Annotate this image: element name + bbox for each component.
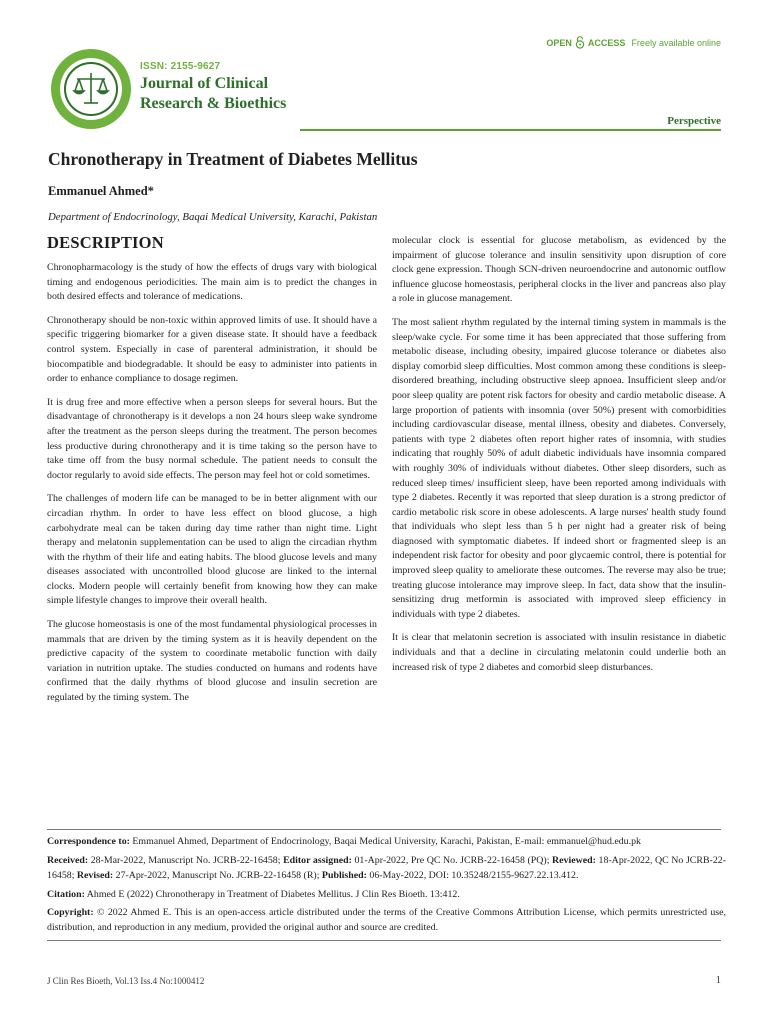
author-affiliation: Department of Endocrinology, Baqai Medical University, Karachi, Pakistan xyxy=(48,211,378,223)
header-divider xyxy=(300,129,721,131)
revised-text: 27-Apr-2022, Manuscript No. JCRB-22-16458 (R); xyxy=(113,869,322,881)
reviewed-label: Reviewed: xyxy=(552,855,596,866)
correspondence xyxy=(47,835,726,850)
correspondence-label: Correspondence to: xyxy=(47,836,130,847)
copyright-text: © 2022 Ahmed E. This is an open-access article distributed under the terms of the Creative Commons Attribution License, which permits unrestricted use, distribution, and reproduction in any medium, provided the original author and source are credited. xyxy=(47,907,726,933)
paragraph: The challenges of modern life can be managed to be in better alignment with our circadian rhythm. In order to have less effect on blood glucose, a high carbohydrate meal can be taken during day time rather than night time. Light therapy and melatonin supplementation can be used to align the circadian rhythm with the rhythm of their life and eating habits. The blood glucose levels and many diseases associated with uncontrolled blood glucose are linked to the internal clocks. Modern people will certainly benefit from knowing how they can make simple lifestyle changes to improve their overall health. xyxy=(47,493,377,607)
reviewed-text: 18-Apr-2022, QC No JCRB-22-16458; xyxy=(47,855,727,881)
metadata-divider-top xyxy=(47,829,721,830)
manuscript-dates xyxy=(47,854,726,883)
body-column-right xyxy=(392,234,726,684)
correspondence-text: Emmanuel Ahmed, Department of Endocrinology, Baqai Medical University, Karachi, Pakistan, E-mail: emmanuel@hud.edu.pk xyxy=(129,836,641,847)
section-heading: DESCRIPTION xyxy=(47,233,164,252)
access-label: ACCESS xyxy=(587,37,626,48)
page-number: 1 xyxy=(715,975,721,986)
copyright xyxy=(47,906,726,935)
citation-text: Ahmed E (2022) Chronotherapy in Treatment of Diabetes Mellitus. J Clin Res Bioeth. 13:412. xyxy=(84,889,460,900)
citation-label: Citation: xyxy=(47,889,85,900)
author-name: Emmanuel Ahmed* xyxy=(48,184,154,198)
editor-label: Editor assigned: xyxy=(283,855,352,866)
freely-available-label: Freely available online xyxy=(631,37,721,48)
journal-name-line2: Research & Bioethics xyxy=(140,95,287,112)
copyright-label: Copyright: xyxy=(47,907,94,918)
paragraph: molecular clock is essential for glucose metabolism, as evidenced by the impairment of glucose tolerance and insulin sensitivity upon disruption of core clock gene expression. Though SCN-driven neuroendocrine and autonomic outflow influence glucose homeostasis, peripheral clocks in the liver and pancreas also play a role in glucose management. xyxy=(392,235,726,305)
article-type-label: Perspective xyxy=(667,115,721,127)
paragraph: It is clear that melatonin secretion is associated with insulin resistance in diabetic individuals and that a decline in circulating melatonin could underlie both an increased risk of type 2 diabetes and comorbid sleep disturbances. xyxy=(392,632,726,673)
open-access-badge xyxy=(546,36,721,49)
paragraph: The most salient rhythm regulated by the internal timing system in mammals is the sleep/wake cycle. For some time it has been appreciated that those suffering from metabolic disease, including obesity, impaired glucose tolerance or diabetes also display comorbid sleep difficulties. Most common among these conditions is sleep-disordered breathing, including obstructive sleep apnoea. Insufficient sleep and/or poor sleep quality are potent risk factors for obesity and cardio metabolic disease. A large proportion of patients with insomnia (over 50%) present with comorbidities including cardiovascular disease, mental illness, obesity and diabetes. Conversely, patients with type 2 diabetes often report higher rates of insomnia, with studies indicating that roughly 50% of adult diabetic individuals have insomnia compared with roughly 30% of individuals without diabetes. Other sleep disorders, such as reduced sleep times/ insufficient sleep, have been reported among individuals with type 2 diabetes. Recently it was reported that sleep duration is a strong predictor of cardio metabolic risk score in obese adolescents. A large nurses' health study found that individuals who slept less than 5 h per night had a greater risk of being diagnosed with symptomatic diabetes. If indeed short or fragmented sleep is an independent risk factor for obesity and poor glycaemic control, there is potential for improved sleep quality to ameliorate these outcomes. The reverse may also be true; treating glucose intolerance may improve sleep. In fact, data show that the insulin-sensitizing drug metformin is associated with improved sleep efficiency in individuals with type 2 diabetes. xyxy=(392,316,726,620)
body-column-left xyxy=(47,261,377,715)
paragraph: Chronopharmacology is the study of how the effects of drugs vary with biological timing and endogenous periodicities. The main aim is to predict the changes in both desired effects and tolerance of medications. xyxy=(47,262,377,303)
footer-journal-ref: J Clin Res Bioeth, Vol.13 Iss.4 No:1000412 xyxy=(47,976,205,986)
received-text: 28-Mar-2022, Manuscript No. JCRB-22-16458; xyxy=(88,855,284,866)
paragraph: Chronotherapy should be non-toxic within approved limits of use. It should have a specific triggering biomarker for a given disease state. It should have a feedback control system. Especially in case of parenteral administration, it should be biocompatible and biodegradable. It should be easy to administer into patients in order to enhance compliance to dosage regimen. xyxy=(47,314,377,385)
open-label: OPEN xyxy=(546,37,572,48)
open-lock-icon xyxy=(575,36,585,49)
paragraph: The glucose homeostasis is one of the most fundamental physiological processes in mammals that are driven by the timing system as it is heavily dependent on the predictive capacity of the system to coordinate metabolic function with daily variation in nutrition uptake. The studies conducted on humans and rodents have confirmed that the daily rhythms of blood glucose and insulin secretion are regulated by the timing system. The xyxy=(47,619,377,704)
journal-name xyxy=(140,74,286,114)
published-label: Published: xyxy=(321,869,367,881)
journal-name-line1: Journal of Clinical xyxy=(140,75,269,92)
metadata-divider-bottom xyxy=(47,940,721,941)
journal-issn: ISSN: 2155-9627 xyxy=(140,61,221,72)
revised-label: Revised: xyxy=(76,869,114,881)
citation xyxy=(47,888,726,903)
paragraph: It is drug free and more effective when a person sleeps for several hours. But the disadvantage of chronotherapy is it develops a non 24 hours sleep wake syndrome after the treatment as the person sleeps during the treatment. The person becomes less productive during chronotherapy and it is time taking so the person have to take time off from the busy normal schedule. The patient needs to consult the doctor regularly to avoid side effects. The person may feel hot or cold sometimes. xyxy=(47,396,377,481)
editor-text: 01-Apr-2022, Pre QC No. JCRB-22-16458 (PQ); xyxy=(351,855,553,866)
published-text: 06-May-2022, DOI: 10.35248/2155-9627.22.13.412. xyxy=(366,869,579,881)
article-title: Chronotherapy in Treatment of Diabetes Mellitus xyxy=(48,149,418,169)
received-label: Received: xyxy=(47,855,89,866)
journal-logo-icon xyxy=(50,48,132,130)
